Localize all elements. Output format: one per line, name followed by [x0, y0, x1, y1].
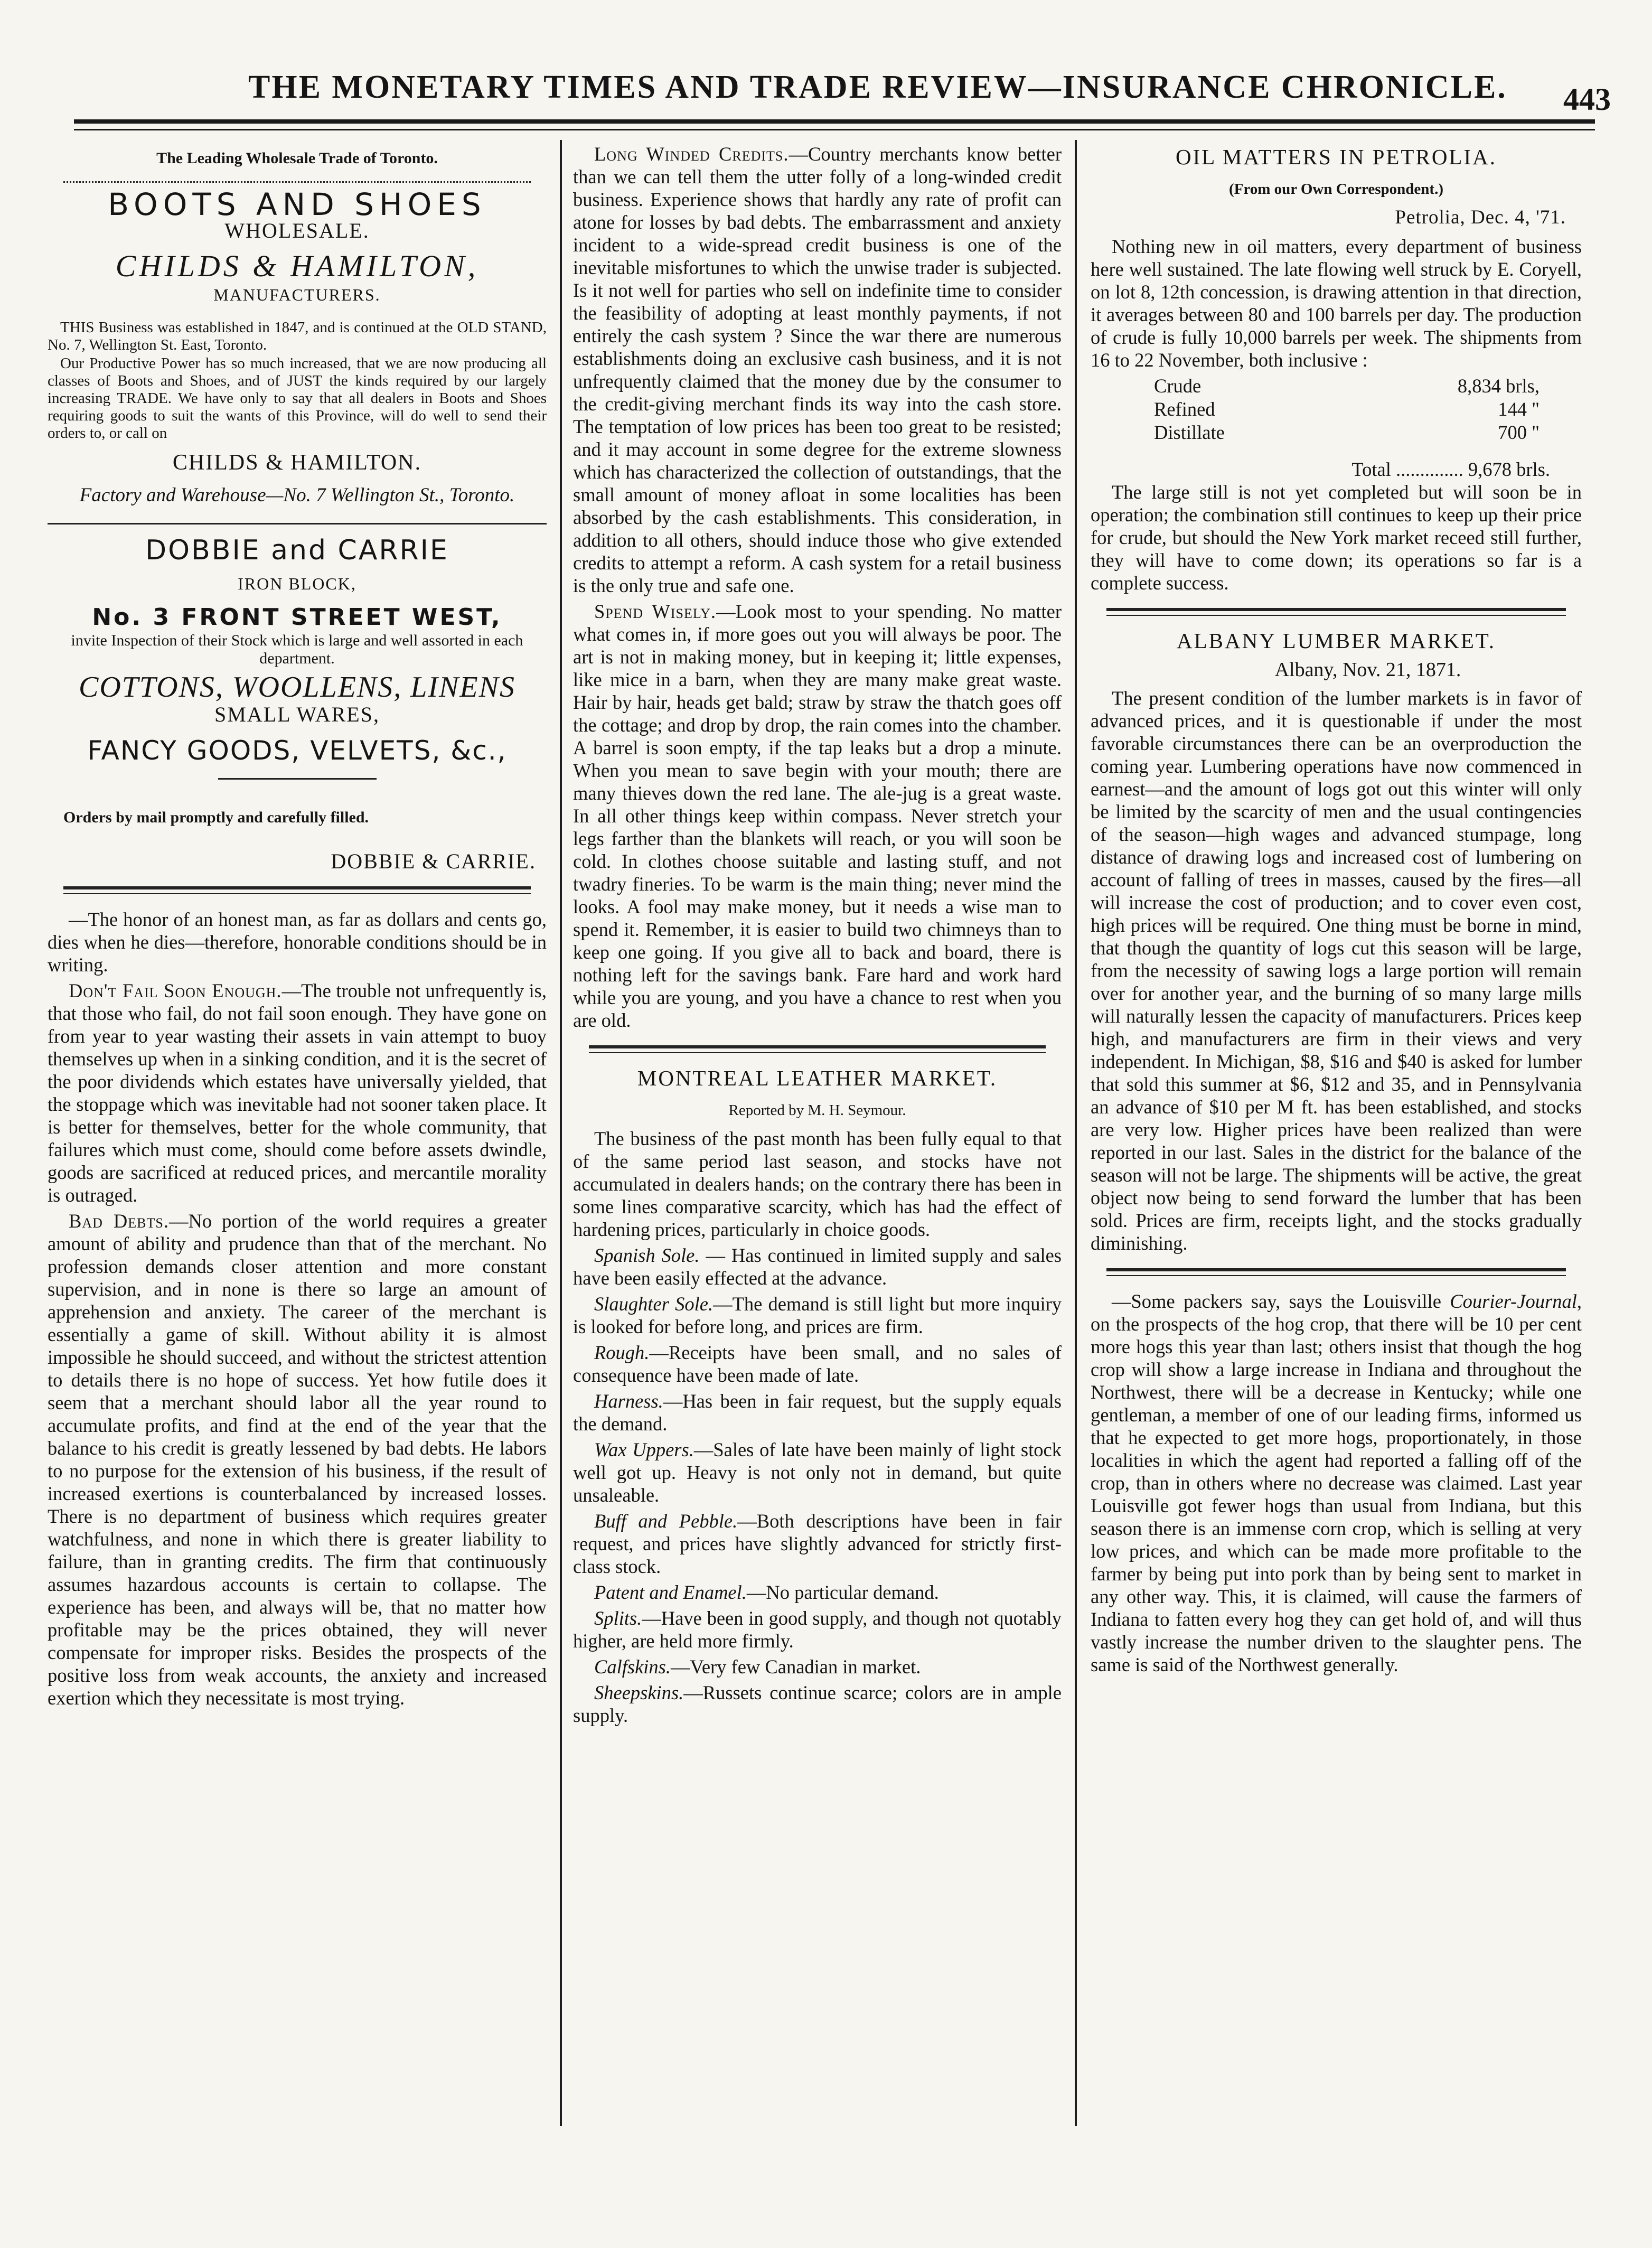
leather-item-text: —No particular demand.: [746, 1581, 939, 1603]
column-right: [1091, 143, 1582, 2139]
leather-item-text: —Sales of late have been mainly of light stock well got up. Heavy is not only not in demand, but quite unsaleable.: [573, 1439, 1062, 1506]
leather-item: [573, 1655, 1062, 1678]
header-rule-thin: [74, 129, 1595, 130]
short-rule: [218, 778, 377, 780]
hog-crop-source: Courier-Journal: [1450, 1290, 1577, 1312]
leather-item-name: Splits.: [594, 1607, 642, 1629]
leather-item-text: —Very few Canadian in market.: [671, 1656, 921, 1678]
leather-item-name: Calfskins.: [594, 1656, 671, 1678]
ad-role: MANUFACTURERS.: [213, 285, 381, 304]
masthead: THE MONETARY TIMES AND TRADE REVIEW—INSURANCE CHRONICLE.: [248, 69, 1507, 105]
double-rule: [589, 1045, 1046, 1053]
leather-item-name: Wax Uppers.: [594, 1439, 694, 1460]
ad-title: DOBBIE and CARRIE: [145, 535, 449, 566]
double-rule: [63, 886, 531, 894]
oil-title: OIL MATTERS IN PETROLIA.: [1175, 145, 1497, 169]
wavy-divider: [63, 175, 531, 183]
column-left: [48, 143, 547, 2139]
shipments-total-value: 9,678 brls.: [1468, 458, 1550, 480]
ad-firm-repeat: CHILDS & HAMILTON.: [172, 451, 422, 475]
page-number: 443: [1563, 82, 1611, 117]
leather-item-name: Spanish Sole.: [594, 1244, 700, 1266]
ad-orders: Orders by mail promptly and carefully filled.: [63, 809, 369, 826]
spend-wisely-body: —Look most to your spending. No matter what comes in, if more goes out you will always be poor. The art is not in making money, but in keeping it; little expenses, like mice in a barn, when they are many make great waste. Hair by hair, heads get bald; straw by straw the thatch goes off the cottage; and drop by drop, the rain comes into the chamber. A barrel is soon empty, if the tap leaks but a drop a minute. When you mean to save begin with your mouth; there are many thieves down the red lane. The ale-jug is a great waste. In all other things keep within compass. Never stretch your legs farther than the blankets will reach, or you will soon be cold. In clothes choose suitable and lasting stuff, and not twadry fineries. To be warm is the main thing; never mind the looks. A fool may make money, but it needs a wise man to spend it. Remember, it is easier to build two chimneys than to keep one going. If you give all to back and board, there is nothing left for the savings bank. Fare hard and work hard while you are young, and you have a chance to rest when you are old.: [573, 601, 1062, 1031]
double-rule: [1106, 1268, 1566, 1276]
ad-paragraph: Our Productive Power has so much increased, that we are now producing all classes of Boots and Shoes, and of JUST the kinds required by our largely increasing TRADE. We have only to say that all dealers in Boots and Shoes requiring goods to suit the wants of this Province, will do well to send their orders to, or call on: [48, 355, 547, 442]
hog-crop-intro: —Some packers say, says the Louisville: [1112, 1290, 1450, 1312]
oil-paragraph: Nothing new in oil matters, every department of business here well sustained. The late flowing well struck by E. Coryell, on lot 8, 12th concession, is drawing attention in that direction, it averages between 80 and 100 barrels per day. The production of crude is fully 10,000 barrels per week. The shipments from 16 to 22 November, both inclusive :: [1091, 236, 1582, 371]
shipments-row: [1091, 374, 1582, 398]
section-rule: [48, 523, 547, 524]
ad-goods: COTTONS, WOOLLENS, LINENS: [79, 671, 515, 704]
leather-item: [573, 1390, 1062, 1435]
shipments-label: Distillate: [1154, 422, 1225, 443]
leather-item: [573, 1607, 1062, 1652]
leather-item: [573, 1244, 1062, 1289]
ad-kicker: The Leading Wholesale Trade of Toronto.: [156, 149, 438, 167]
ad-invite: invite Inspection of their Stock which is large and well assorted in each department.: [71, 632, 523, 667]
shipments-total: Total .............. 9,678 brls.: [1351, 458, 1550, 480]
page-header: [69, 58, 1611, 127]
leather-item-text: —Both descriptions have been in fair request, and prices have slightly advanced for strictly first-class stock.: [573, 1510, 1062, 1577]
dont-fail-lead: Don't Fail Soon Enough.: [69, 980, 282, 1001]
leather-item: [573, 1292, 1062, 1338]
leather-market-title: MONTREAL LEATHER MARKET.: [637, 1066, 998, 1090]
leather-byline: Reported by M. H. Seymour.: [728, 1102, 906, 1119]
hog-crop-body: , on the prospects of the hog crop, that there will be 10 per cent more hogs this year than last; others insist that though the hog crop will show a large increase in Indiana and throughout the Northwest, there will be a decrease in Kentucky; while one gentleman, a member of one of our leading firms, informed us that he expected to get more hogs, proportionately, in those localities in which the agent had reported a falling off of the crop, than in others where no decrease was claimed. Last year Louisville got fewer hogs than usual from Indiana, but this season there is an immense corn crop, which is selling at very low prices, and which can be made more profitable to the farmer by being put into pork than by being sent to market in any other way. This, it is claimed, will cause the farmers of Indiana to fatten every hog they can get hold of, and will thus vastly increase the number driven to the slaughter pens. The same is said of the Northwest generally.: [1091, 1290, 1582, 1675]
leather-item: [573, 1681, 1062, 1727]
ad-block: IRON BLOCK,: [238, 574, 356, 593]
leather-item: [573, 1438, 1062, 1506]
advert-dobbie-carrie: [48, 535, 547, 873]
shipments-row: [1091, 421, 1582, 444]
spend-wisely-paragraph: [573, 600, 1062, 1032]
long-winded-body: —Country merchants know better than we can tell them the utter folly of a long-winded credit business. Experience shows that hardly any rate of profit can atone for losses by bad debts. The embarrassment and anxiety incident to a wide-spread credit business is one of the inevitable misfortunes to which the unwise trader is subjected. Is it not well for parties who sell on indefinite time to consider the feasibility of adopting at least monthly payments, if not entirely the cash system ? Since the war there are numerous establishments doing an exclusive cash business, and it is not unfrequently claimed that the money due by the consumer to the credit-giving merchant finds its way into the cash store. The temptation of low prices has been too great to be resisted; and it may account in some degree for the extreme slowness which has characterized the collection of outstandings, that the small amount of money afloat in some localities has been absorbed by the cash establishments. This consideration, in addition to all others, should induce those who give extended credits to attempt a reform. A cash system for a retail business is the only true and safe one.: [573, 143, 1062, 596]
shipments-total-label: Total: [1351, 458, 1391, 480]
bad-debts-lead: Bad Debts.: [69, 1210, 169, 1232]
leather-item: [573, 1581, 1062, 1604]
ad-street: No. 3 FRONT STREET WEST,: [92, 604, 502, 631]
ad-signoff: DOBBIE & CARRIE.: [331, 849, 536, 873]
leather-item: [573, 1341, 1062, 1387]
column-divider-right: [1075, 140, 1077, 2126]
dont-fail-paragraph: [48, 979, 547, 1206]
leather-item-text: —Has been in fair request, but the supply equals the demand.: [573, 1390, 1062, 1435]
ad-fancy-goods: FANCY GOODS, VELVETS, &c.,: [87, 735, 507, 766]
dont-fail-body: —The trouble not unfrequently is, that those who fail, do not fail soon enough. They have gone on from year to year wasting their assets in vain attempt to buoy themselves up when in a sinking condition, and it is the secret of the poor dividends which estates have universally yielded, that the stoppage which was inevitable had not sooner taken place. It is better for themselves, better for the whole community, that failures which must come, should come before assets dwindle, goods are sacrificed at reduced prices, and mercantile morality is outraged.: [48, 980, 547, 1206]
column-middle: [573, 143, 1062, 2139]
bad-debts-body: —No portion of the world requires a greater amount of ability and prudence than that of the merchant. No profession demands closer attention and more constant supervision, and in none is there so large an amount of apprehension and anxiety. The career of the merchant is essentially a game of skill. Without ability it is almost impossible he should succeed, and without the strictest attention to details there is no hope of success. Yet how futile does it seem that a merchant should labor all the year round to accumulate profits, and find at the end of the year that the balance to his credit is greatly lessened by bad debts. He labors to no purpose for the extension of his business, if the result of increased exertions is counterbalanced by increased losses. There is no department of business which requires greater watchfulness, and none in which there is greater liability to failure, than in granting credits. The firm that continuously assumes hazardous accounts is certain to collapse. The experience has been, and always will be, that no matter how profitable may be the prices obtained, they will never compensate for improper risks. Besides the prospects of the positive loss from weak accounts, the anxiety and increased exertion which they necessitate is most trying.: [48, 1210, 547, 1709]
leather-item-text: — Has continued in limited supply and sales have been easily effected at the advance.: [573, 1244, 1062, 1289]
shipments-label: Crude: [1154, 375, 1202, 397]
leather-item-text: —Russets continue scarce; colors are in ample supply.: [573, 1682, 1062, 1726]
ad-title: BOOTS AND SHOES: [108, 186, 486, 222]
bad-debts-paragraph: [48, 1210, 547, 1709]
shipments-value: 700 ": [1498, 422, 1540, 443]
long-winded-paragraph: [573, 143, 1062, 597]
leather-item-name: Rough.: [594, 1342, 650, 1363]
leather-item-text: —The demand is still light but more inquiry is looked for before long, and prices are firm.: [573, 1293, 1062, 1337]
ad-subtitle: WHOLESALE.: [224, 219, 370, 242]
hog-crop-paragraph: [1091, 1290, 1582, 1676]
long-winded-lead: Long Winded Credits.: [594, 143, 789, 165]
leather-item-text: —Have been in good supply, and though not quotably higher, are held more firmly.: [573, 1607, 1062, 1652]
column-divider-left: [560, 140, 562, 2126]
ad-paragraph: THIS Business was established in 1847, and is continued at the OLD STAND, No. 7, Wellington St. East, Toronto.: [48, 319, 547, 353]
shipments-value: 144 ": [1498, 398, 1540, 420]
shipments-value: 8,834 brls,: [1457, 375, 1540, 397]
spend-wisely-lead: Spend Wisely.: [594, 601, 717, 622]
oil-paragraph: The large still is not yet completed but will soon be in operation; the combination still continues to keep up their price for crude, but should the New York market receed still further, they will have to come down; its operations so far is a complete success.: [1091, 481, 1582, 594]
leather-item: [573, 1510, 1062, 1578]
albany-paragraph: The present condition of the lumber markets is in favor of advanced prices, and it is questionable if under the most favorable circumstances there can be an overproduction the coming year. Lumbering operations have now commenced in earnest—and the amount of logs got out this winter will only be limited by the scarcity of men and the usual contingencies of the season—high wages and advanced stumpage, long distance of drawing logs and increased cost of lumbering on account of falling of trees in masses, caused by the fires—all will increase the cost of production; and to cover even cost, high prices will be required. One thing must be borne in mind, that though the quantity of logs cut this season will be large, from the necessity of sawing logs a large portion will remain over for another year, and the burning of so many large mills will naturally lessen the capacity of manufacturers. Prices keep high, and manufacturers are firm in their views and very independent. In Michigan, $8, $16 and $40 is asked for lumber that sold this summer at $6, $12 and 35, and in Pennsylvania an advance of $10 per M ft. has been established, and stocks are very low. Higher prices have been realized than were reported in our last. Sales in the district for the balance of the season will not be large. The shipments will be active, the great object now being to send forward the lumber that has been sold. Prices are firm, receipts light, and the stocks gradually diminishing.: [1091, 687, 1582, 1254]
leather-item-text: —Receipts have been small, and no sales of consequence have been made of late.: [573, 1342, 1062, 1386]
shipments-label: Refined: [1154, 398, 1215, 420]
header-rule-thick: [74, 119, 1595, 124]
leather-item-name: Sheepskins.: [594, 1682, 684, 1703]
advert-childs-hamilton: [48, 186, 547, 508]
oil-dateline: Petrolia, Dec. 4, '71.: [1395, 207, 1566, 228]
ad-address: Factory and Warehouse—No. 7 Wellington St., Toronto.: [79, 484, 515, 506]
ad-smallwares: SMALL WARES,: [214, 702, 380, 726]
shipments-row: [1091, 398, 1582, 421]
albany-dateline: Albany, Nov. 21, 1871.: [1274, 659, 1461, 681]
leather-item-name: Harness.: [594, 1390, 663, 1412]
honor-paragraph: —The honor of an honest man, as far as dollars and cents go, dies when he dies—therefore, honorable conditions should be in writing.: [48, 908, 547, 976]
oil-byline: (From our Own Correspondent.): [1229, 181, 1443, 198]
leather-item-name: Slaughter Sole.: [594, 1293, 714, 1315]
double-rule: [1106, 608, 1566, 616]
leather-item-name: Buff and Pebble.: [594, 1510, 738, 1532]
leather-item-name: Patent and Enamel.: [594, 1581, 747, 1603]
albany-title: ALBANY LUMBER MARKET.: [1177, 629, 1496, 653]
ad-firm-name: CHILDS & HAMILTON,: [115, 249, 479, 283]
shipments-table: [1091, 374, 1582, 444]
leather-intro: The business of the past month has been fully equal to that of the same period last season, and stocks have not accumulated in dealers hands; on the contrary there has been in some lines comparative scarcity, which has had the effect of hardening prices, particularly in choice goods.: [573, 1128, 1062, 1240]
